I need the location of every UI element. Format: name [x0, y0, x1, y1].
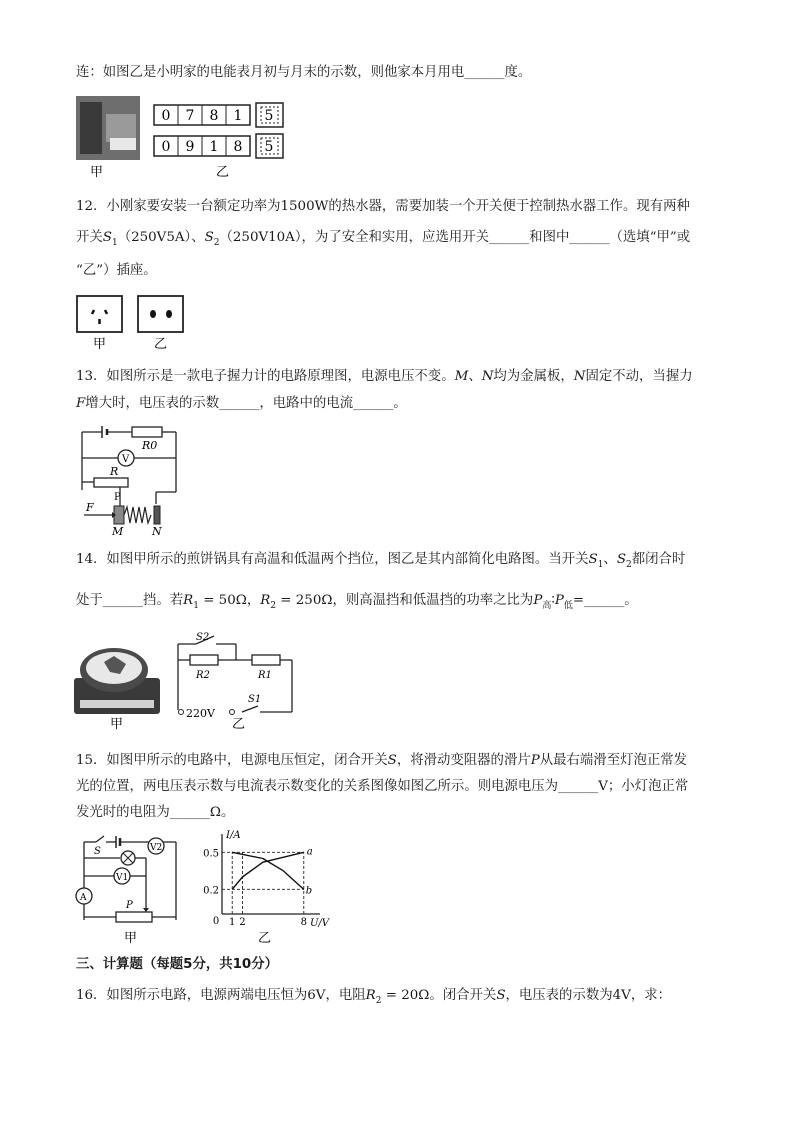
q12-text-c: （250V10A），为了安全和实用，应选用开关______和图中______（选填“甲”或: [219, 230, 691, 245]
label-r2: R2: [196, 670, 210, 681]
label-yi: 乙: [154, 337, 168, 352]
meter-figure: [76, 96, 294, 180]
meter-top-digit-4: 1: [233, 108, 243, 124]
q16-r2: R: [365, 988, 376, 1003]
meter-bottom-digit-5: 5: [264, 139, 274, 155]
q14-line1: [76, 551, 685, 570]
pan-photo: [74, 648, 160, 714]
q13-sep: 、: [468, 369, 482, 384]
q16-r2-sub: 2: [375, 996, 382, 1006]
label-a: A: [80, 893, 87, 903]
label-m: M: [112, 525, 124, 538]
q13-n2: N: [573, 369, 586, 384]
label-s2: S2: [196, 632, 210, 643]
label-yi: 乙: [258, 931, 272, 946]
q14-p-low-sub: 低: [563, 601, 573, 611]
sockets-figure: [76, 294, 196, 350]
meter-bottom-digit-4: 8: [233, 139, 243, 155]
q15-line1: [76, 752, 687, 770]
q14-colon: ∶: [551, 593, 555, 608]
q16-text: [76, 987, 671, 1006]
q13-text-c: 固定不动，当握力: [585, 369, 693, 384]
meter-top-digit-5: 5: [264, 108, 274, 124]
q14-s1: S: [588, 552, 598, 567]
q14-r1-sub: 1: [193, 601, 199, 611]
pan-circuit: [178, 632, 292, 732]
q14-s2-sub: 2: [626, 560, 632, 570]
meter-top-digit-3: 8: [209, 108, 219, 124]
q14-comma2: ，: [246, 593, 261, 608]
switch-s1: [242, 706, 258, 712]
q11-text: 连：如图乙是小明家的电能表月初与月末的示数，则他家本月用电______度。: [76, 65, 532, 80]
q14-r2: R: [260, 593, 271, 608]
q12-s2-sub: 2: [213, 238, 220, 248]
x-tick-label: 2: [239, 917, 246, 928]
q12-line3: “乙”）插座。: [76, 263, 157, 278]
x-axis-label: U/V: [310, 918, 330, 929]
label-jia: 甲: [110, 717, 124, 732]
q14-text-e: =______。: [572, 593, 638, 608]
series-b-line: [232, 852, 304, 889]
q16-r2-val: = 20Ω: [381, 988, 430, 1003]
q11-figure: [76, 96, 294, 180]
meter-top-digit-2: 7: [185, 108, 195, 124]
q14-p-low: P: [554, 593, 564, 608]
q14-comma: 、: [603, 552, 617, 567]
q15-text-a: 15．如图甲所示的电路中，电源电压恒定，闭合开关: [76, 753, 388, 768]
label-jia: 甲: [93, 337, 107, 352]
switch-s: [96, 836, 104, 842]
meter-reading-bottom: [154, 134, 283, 158]
spring-icon: [124, 507, 151, 523]
resistor-r1: [252, 655, 280, 665]
pan-figure: [74, 632, 304, 732]
q15-text-b: ，将滑动变阻器的滑片: [396, 753, 531, 768]
grip-circuit: [76, 422, 196, 538]
q13-line2: [76, 395, 407, 413]
socket-two-pin: [138, 296, 183, 332]
x-tick-label: 8: [300, 917, 307, 928]
q14-p-high-sub: 高: [542, 601, 552, 611]
q16-text-c: ，电压表的示数为4V，求：: [505, 988, 671, 1003]
q12-figure: [76, 294, 196, 350]
y-tick-label: 0.2: [203, 885, 219, 897]
q15-figure: [76, 830, 330, 946]
label-p: P: [114, 492, 121, 503]
q14-text-b: 都闭合时: [631, 552, 686, 567]
label-v1: V1: [116, 873, 129, 883]
q12-s1: S: [102, 230, 112, 245]
iu-chart: [203, 830, 331, 946]
label-n: N: [152, 525, 162, 538]
label-v2: V2: [150, 843, 163, 853]
label-r: R: [110, 465, 119, 478]
q13-n: N: [481, 369, 494, 384]
label-p: P: [126, 900, 133, 911]
q14-text-a: 14．如图甲所示的煎饼锅具有高温和低温两个挡位，图乙是其内部简化电路图。当开关: [76, 552, 589, 567]
q15-text-c: 从最右端滑至灯泡正常发: [539, 753, 688, 768]
q14-r1: R: [183, 593, 194, 608]
q15-p: P: [530, 753, 540, 768]
label-r1: R1: [258, 670, 272, 681]
q14-line2: [76, 592, 638, 611]
q13-text-d: 增大时，电压表的示数______，电路中的电流______。: [85, 396, 407, 411]
label-s: S: [94, 846, 101, 857]
y-axis-label: I/A: [226, 830, 241, 841]
socket-three-pin: [77, 296, 122, 332]
lamp-circuit: [76, 836, 176, 946]
q13-text-b: 均为金属板，: [493, 369, 574, 384]
resistor-r: [94, 478, 128, 487]
q14-s2: S: [616, 552, 626, 567]
series-a-label: a: [306, 846, 313, 858]
q12-text-a: 开关: [76, 230, 103, 245]
label-v: V: [122, 454, 130, 465]
q16-text-a: 16．如图所示电路，电源两端电压恒为6V，电阻: [76, 988, 366, 1003]
label-jia: 甲: [124, 931, 138, 946]
q14-r2-val: = 250Ω: [276, 593, 333, 608]
q15-line2: 光的位置，两电压表示数与电流表示数变化的关系图像如图乙所示。则电源电压为______V；小灯泡正常: [76, 779, 689, 794]
q14-figure: [74, 632, 304, 732]
resistor-r2: [190, 655, 218, 665]
meter-bottom-digit-1: 0: [161, 139, 171, 155]
q12-line2: [76, 229, 690, 248]
label-220v: 220V: [186, 707, 215, 720]
lamp-figure: [76, 830, 330, 946]
q14-r2-sub: 2: [270, 601, 277, 611]
q14-text-d: ，则高温挡和低温挡的功率之比为: [332, 593, 534, 608]
x-tick-label: 0: [212, 916, 220, 927]
x-tick-label: 1: [229, 917, 236, 928]
label-s1: S1: [248, 694, 262, 705]
q14-s1-sub: 1: [597, 560, 604, 570]
q12-s1-sub: 1: [111, 238, 118, 248]
label-f: F: [86, 501, 94, 514]
label-r0: R0: [142, 439, 158, 452]
q13-f: F: [76, 396, 86, 411]
q15-s: S: [387, 753, 397, 768]
plate-n: [154, 506, 160, 524]
q13-line1: [76, 368, 693, 386]
q12-line1: 12．小刚家要安装一台额定功率为1500W的热水器，需要加装一个开关便于控制热水器工作。现有两种: [76, 199, 690, 214]
q14-p-high: P: [533, 593, 543, 608]
series-b-label: b: [305, 885, 313, 897]
q13-text-a: 13．如图所示是一款电子握力计的电路原理图，电源电压不变。: [76, 369, 455, 384]
q16-s: S: [496, 988, 506, 1003]
label-yi: 乙: [216, 165, 230, 180]
label-yi: 乙: [232, 717, 246, 732]
q13-m: M: [454, 369, 469, 384]
q12-text-b: （250V5A）、: [117, 230, 205, 245]
rheostat: [116, 912, 152, 922]
series-a-line: [232, 852, 304, 889]
resistor-r0: [132, 427, 162, 437]
meter-bottom-digit-2: 9: [185, 139, 195, 155]
meter-bottom-digit-3: 1: [209, 139, 219, 155]
meter-reading-top: [154, 103, 283, 127]
y-tick-label: 0.5: [203, 848, 219, 860]
label-jia: 甲: [90, 165, 104, 180]
section-heading: 三、计算题（每题5分，共10分）: [76, 957, 279, 972]
q15-line3: 发光时的电阻为______Ω。: [76, 805, 235, 820]
q14-r1-val: = 50Ω: [198, 593, 247, 608]
q14-text-c: 处于______挡。若: [76, 593, 184, 608]
q16-text-b: 。闭合开关: [429, 988, 497, 1003]
q12-s2: S: [204, 230, 214, 245]
q13-figure: [76, 422, 196, 538]
meter-top-digit-1: 0: [161, 108, 171, 124]
